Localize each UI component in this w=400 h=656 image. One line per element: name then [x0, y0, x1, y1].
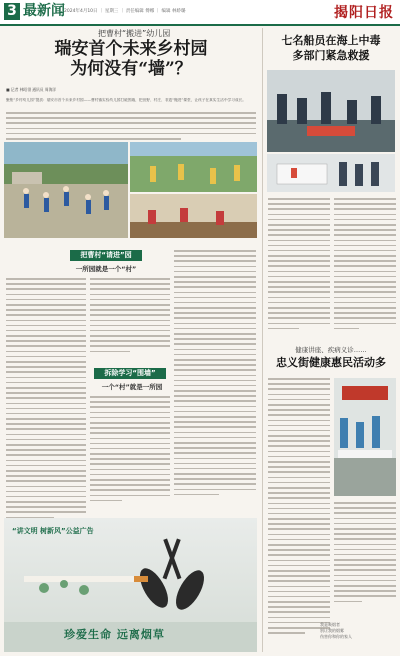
psa-caption-line-1: 我是吸烟者 [320, 622, 340, 627]
right-top-col1 [268, 198, 330, 333]
right-top-col2 [334, 198, 396, 333]
issue-meta: 2024年4月10日 ｜ 星期三 ｜ 责任编辑 傅娜 ｜ 编辑 林娇璐 [64, 9, 186, 14]
psa-banner [4, 518, 257, 652]
subheading-1: 把曹村“请进”园 [70, 250, 142, 261]
psa-caption [320, 622, 396, 640]
column-2b-text [90, 396, 170, 505]
psa-caption-line-2: 别让我的烟雾 [320, 628, 344, 633]
right-top-title-line2: 多部门紧急救援 [292, 49, 370, 62]
lead-intro: 聚焦“乡村幼儿园”提质：瑞安市首个未来乡村园——曹村镇实验幼儿园打破围墙，把田野、村庄、非遗“搬进”课堂，让孩子在真实生活中学习成长。 [6, 98, 246, 102]
byline: ■ 记者 林昭翎 通讯员 周海洋 [6, 87, 57, 92]
right-bottom-kicker: 健康讲座、疾病义诊…… [295, 346, 367, 354]
photo-rescue [267, 70, 395, 152]
masthead: 揭阳日报 [334, 5, 394, 21]
lead-text-block [6, 112, 256, 143]
lead-kicker: 把曹村“搬进”幼儿园 [98, 29, 171, 38]
column-1-text [6, 278, 86, 522]
lead-title-line2: 为何没有“墙”？ [70, 59, 192, 79]
page-number: 3 [4, 3, 20, 20]
right-bottom-col2 [334, 502, 396, 606]
photo-kids-playground [4, 142, 128, 238]
photo-kids-field [130, 142, 257, 192]
column-2-text [90, 278, 170, 356]
psa-tag: “讲文明 树新风”公益广告 [12, 527, 94, 535]
subheading-2: 拆除学习“围墙” [94, 368, 166, 379]
photo-classroom [130, 194, 257, 238]
psa-caption-line-3: 伤害你和你的家人 [320, 634, 352, 639]
section-title: 最新闻 [23, 3, 65, 19]
psa-slogan: 珍爱生命 远离烟草 [64, 628, 165, 641]
subheading-1-sub: 一所园就是一个“村” [75, 265, 137, 273]
column-3-text [174, 250, 256, 499]
right-bottom-title: 忠义街健康惠民活动多 [276, 356, 386, 369]
right-bottom-col1 [268, 378, 330, 637]
photo-ambulance [267, 154, 395, 192]
right-top-title-line1: 七名船员在海上中毒 [281, 34, 381, 47]
lead-title-line1: 瑞安首个未来乡村园 [54, 39, 208, 59]
photo-health-event [334, 378, 396, 496]
page-header [0, 0, 400, 26]
subheading-2-sub: 一个“村”就是一所园 [101, 383, 163, 391]
column-divider [262, 28, 263, 652]
